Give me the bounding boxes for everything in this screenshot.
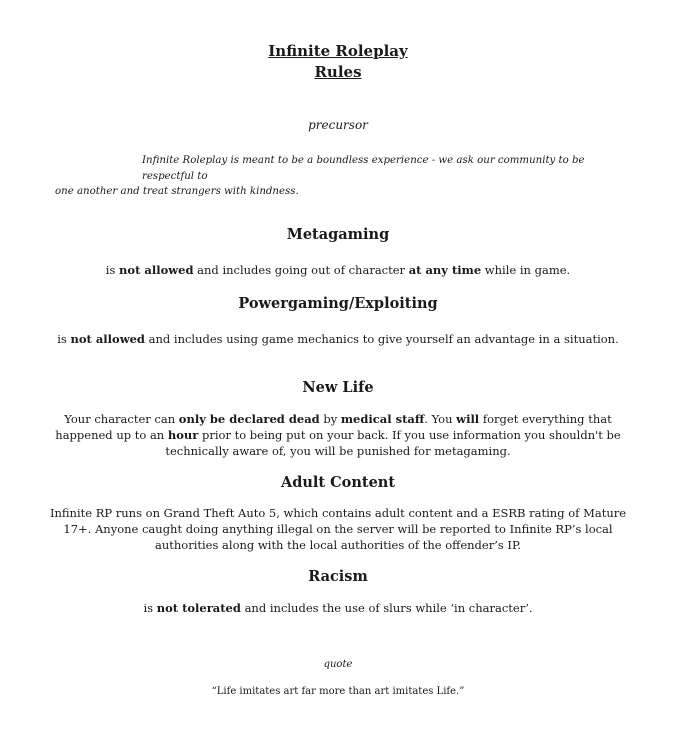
section-heading-adult-content: Adult Content — [280, 474, 396, 491]
bold-segment: hour — [167, 428, 199, 442]
text-segment: Your character can — [64, 412, 179, 426]
quote-text: “Life imitates art far more than art imitates Life.” — [211, 686, 465, 697]
section-heading-metagaming: Metagaming — [286, 226, 390, 243]
text-segment: by — [319, 412, 341, 426]
text-segment: . You — [424, 412, 457, 426]
bold-segment: at any time — [408, 263, 482, 277]
section-text-racism — [0, 600, 676, 616]
section-text-new-life — [48, 411, 628, 459]
bold-segment: not allowed — [119, 263, 194, 277]
document-title-line2: Rules — [314, 63, 362, 81]
text-segment: prior to being put on your back. If you use information you shouldn't be technically aware of, you will be punished for metagaming. — [165, 428, 621, 458]
intro-line-1: Infinite Roleplay is meant to be a boundless experience - we ask our community to be respectful to — [142, 155, 585, 182]
bold-segment: only be declared dead — [178, 412, 320, 426]
bold-segment: not allowed — [70, 332, 145, 346]
text-segment: while in game. — [481, 263, 571, 277]
quote-label: quote — [323, 659, 353, 670]
section-heading-new-life: New Life — [302, 379, 374, 396]
precursor-label: precursor — [308, 118, 368, 132]
text-segment: is — [57, 332, 71, 346]
text-segment: and includes going out of character — [193, 263, 409, 277]
section-heading-racism: Racism — [308, 568, 368, 585]
section-heading-powergaming: Powergaming/Exploiting — [238, 295, 438, 312]
section-text-metagaming — [0, 262, 676, 278]
intro-paragraph — [55, 153, 621, 200]
text-segment: and includes using game mechanics to give yourself an advantage in a situation. — [144, 332, 619, 346]
text-segment: forget everything that happened up to an — [55, 412, 612, 442]
text-segment: and includes the use of slurs while ‘in character’. — [240, 601, 533, 615]
text-segment: is — [143, 601, 157, 615]
section-text-powergaming — [0, 331, 676, 347]
bold-segment: not tolerated — [156, 601, 241, 615]
document-title-line1: Infinite Roleplay — [268, 42, 408, 60]
bold-segment: medical staff — [340, 412, 425, 426]
bold-segment: will — [456, 412, 480, 426]
text-segment: is — [105, 263, 120, 277]
intro-line-2: one another and treat strangers with kindness. — [55, 186, 299, 197]
section-text-adult-content: Infinite RP runs on Grand Theft Auto 5, which contains adult content and a ESRB rating of Mature 17+. Anyone caught doing anything illegal on the server will be reported to Infinite RP’s local authorities along with the local authorities of the offender’s IP. — [49, 506, 627, 552]
